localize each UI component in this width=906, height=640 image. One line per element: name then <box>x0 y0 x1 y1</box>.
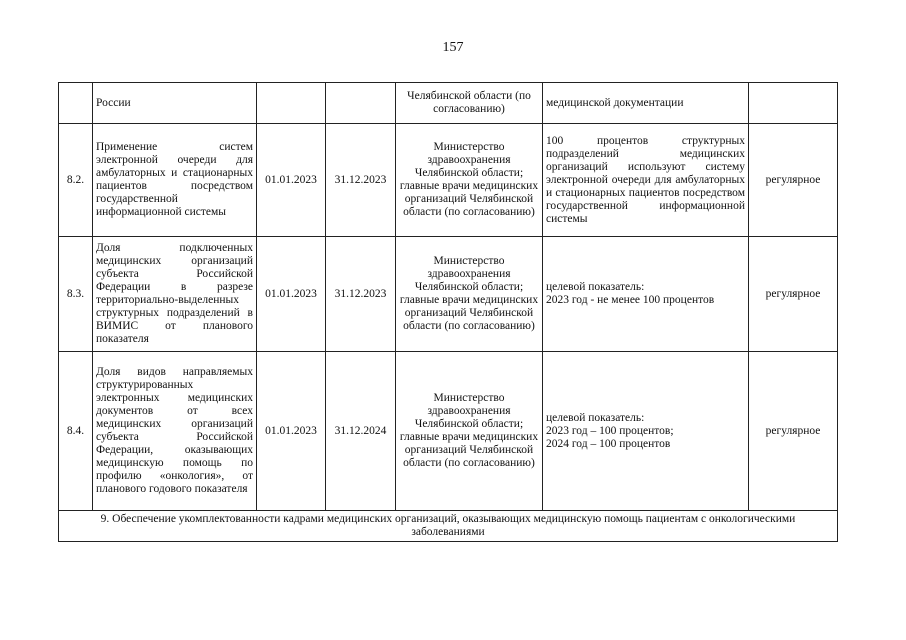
section-heading-row <box>59 511 838 542</box>
result-line: 2023 год - не менее 100 процентов <box>546 294 715 306</box>
table-row <box>59 124 838 237</box>
cell-end: 31.12.2024 <box>326 352 396 511</box>
cell-num: 8.4. <box>59 352 93 511</box>
cell-end: 31.12.2023 <box>326 124 396 237</box>
measures-table <box>58 82 838 542</box>
cell-period <box>749 83 838 124</box>
cell-period: регулярное <box>749 237 838 352</box>
cell-end: 31.12.2023 <box>326 237 396 352</box>
cell-result: 100 процентов структурных подразделений медицинских организаций используют систему электронной очереди для амбулаторных и стационарных пациентов посредством государственной информационной системы <box>543 124 749 237</box>
cell-num <box>59 83 93 124</box>
result-line: целевой показатель: <box>546 281 645 293</box>
cell-executor: Министерство здравоохранения Челябинской области; главные врачи медицинских организаций Челябинской области (по согласованию) <box>396 237 543 352</box>
table-row <box>59 237 838 352</box>
result-line: 2023 год – 100 процентов; <box>546 424 674 437</box>
cell-name: России <box>93 83 257 124</box>
cell-end <box>326 83 396 124</box>
cell-num: 8.3. <box>59 237 93 352</box>
cell-executor: Министерство здравоохранения Челябинской области; главные врачи медицинских организаций Челябинской области (по согласованию) <box>396 124 543 237</box>
table-row-continuation <box>59 83 838 124</box>
cell-name: Доля видов направляемых структурированных электронных медицинских документов от всех медицинских организаций субъекта Российской Федерации, оказывающих медицинскую помощь по профилю «онкология», от планового годового показателя <box>93 352 257 511</box>
cell-start: 01.01.2023 <box>257 352 326 511</box>
result-line: 2024 год – 100 процентов <box>546 437 671 450</box>
cell-name: Доля подключенных медицинских организаций субъекта Российской Федерации в разрезе территориально-выделенных структурных подразделений в ВИМИС от планового показателя <box>93 237 257 352</box>
page-number: 157 <box>442 40 464 55</box>
cell-start: 01.01.2023 <box>257 124 326 237</box>
cell-period: регулярное <box>749 352 838 511</box>
cell-num: 8.2. <box>59 124 93 237</box>
cell-executor: Челябинской области (по согласованию) <box>396 83 543 124</box>
cell-name: Применение систем электронной очереди для амбулаторных и стационарных пациентов посредством государственной информационной системы <box>93 124 257 237</box>
section-heading: 9. Обеспечение укомплектованности кадрами медицинских организаций, оказывающих медицинскую помощь пациентам с онкологическими заболеваниями <box>59 511 838 542</box>
cell-start <box>257 83 326 124</box>
result-line: целевой показатель: <box>546 411 645 424</box>
cell-result: медицинской документации <box>543 83 749 124</box>
table-row <box>59 352 838 511</box>
cell-period: регулярное <box>749 124 838 237</box>
cell-start: 01.01.2023 <box>257 237 326 352</box>
cell-executor: Министерство здравоохранения Челябинской области; главные врачи медицинских организаций Челябинской области (по согласованию) <box>396 352 543 511</box>
cell-result <box>543 237 749 352</box>
cell-result <box>543 352 749 511</box>
